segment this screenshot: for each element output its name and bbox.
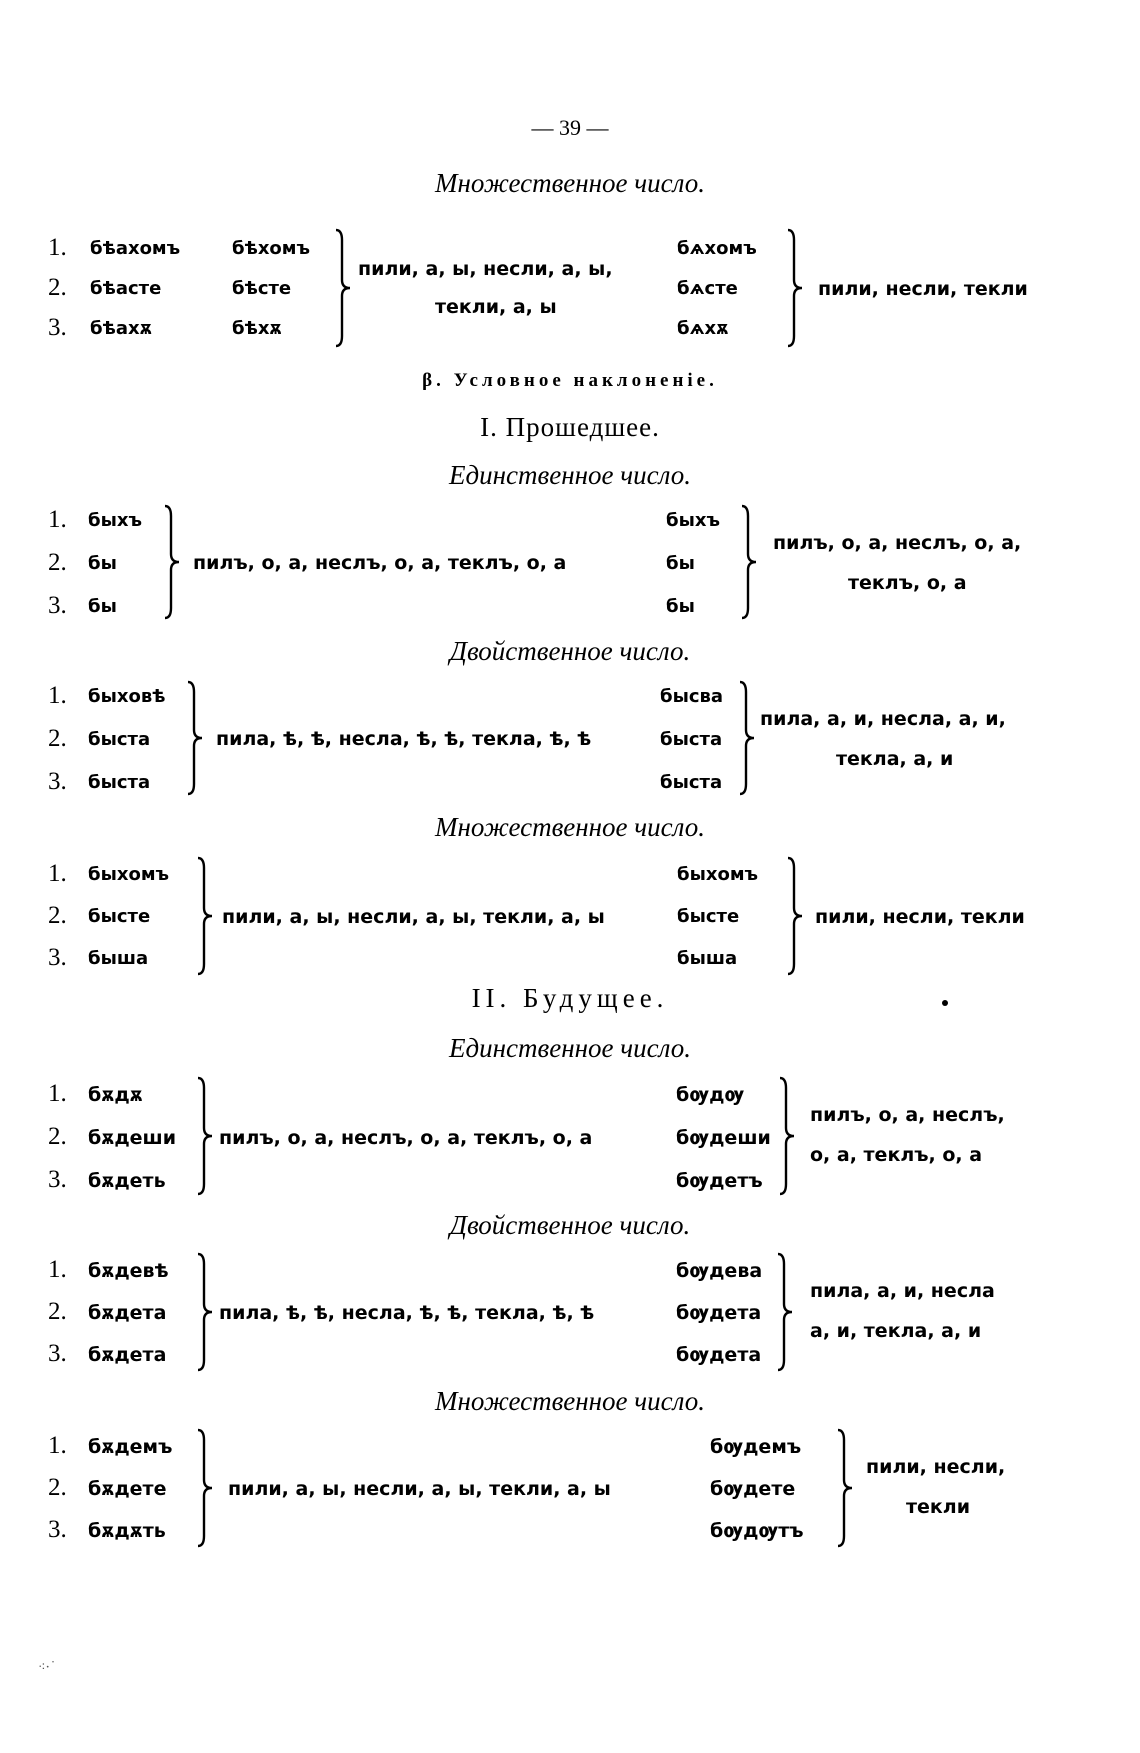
form-cell: бѹдемъ — [710, 1436, 802, 1458]
form-cell: бы — [666, 553, 695, 574]
right-brace — [196, 1428, 216, 1548]
form-cell: бы — [88, 596, 117, 617]
form-cell: быста — [88, 729, 151, 750]
scan-speck — [942, 1000, 948, 1006]
section-heading-plural: Множественное число. — [434, 812, 706, 842]
form-cell: бы — [88, 553, 117, 574]
form-cell: бѣхомъ — [232, 238, 311, 259]
form-cell: бѣасте — [90, 278, 162, 299]
right-brace — [738, 680, 758, 796]
result-forms: о, а, теклъ, о, а — [810, 1144, 983, 1166]
form-cell: быстe — [677, 906, 740, 927]
row-number: 1. — [48, 506, 67, 533]
participle-forms: пилъ, о, а, неслъ, о, а, теклъ, о, а — [193, 552, 567, 574]
form-cell: бѫдеть — [88, 1170, 166, 1192]
right-brace — [776, 1252, 796, 1372]
participle-forms: пила, ѣ, ѣ, несла, ѣ, ѣ, текла, ѣ, ѣ — [219, 1302, 595, 1324]
result-forms: пила, а, и, несла, а, и, — [760, 708, 1006, 730]
row-number: 3. — [48, 1166, 67, 1193]
result-forms: пила, а, и, несла — [810, 1280, 995, 1302]
form-cell: быхомъ — [88, 864, 170, 885]
form-cell: бѫдѫть — [88, 1520, 166, 1542]
scan-speck: ⁖·˙ — [38, 1660, 57, 1675]
participle-forms: текли, а, ы — [435, 296, 557, 318]
result-forms: пили, несли, текли — [815, 906, 1025, 928]
form-cell: быста — [88, 772, 151, 793]
form-cell: бѫдета — [88, 1344, 167, 1366]
row-number: 2. — [48, 1298, 67, 1325]
section-heading-dual: Двойственное число. — [449, 1210, 691, 1240]
row-number: 1. — [48, 1256, 67, 1283]
form-cell: бѧхомъ — [677, 238, 757, 259]
row-number: 1. — [48, 860, 67, 887]
right-brace — [196, 856, 216, 976]
form-cell: бѣсте — [232, 278, 292, 299]
right-brace — [196, 1252, 216, 1372]
form-cell: бѹдете — [710, 1478, 796, 1500]
tense-heading: I. Прошедшее. — [480, 412, 660, 442]
form-cell: бѣахомъ — [90, 238, 181, 259]
result-forms: теклъ, о, а — [848, 572, 967, 594]
result-forms: пили, несли, — [866, 1456, 1006, 1478]
form-cell: бѫдѫ — [88, 1084, 143, 1106]
form-cell: бѹдѹ — [676, 1084, 745, 1106]
right-brace — [778, 1076, 798, 1196]
right-brace — [786, 856, 806, 976]
participle-forms: пили, а, ы, несли, а, ы, текли, а, ы — [222, 906, 605, 928]
result-forms: а, и, текла, а, и — [810, 1320, 982, 1342]
form-cell: бѹдетъ — [676, 1170, 763, 1192]
form-cell: бысва — [660, 686, 724, 707]
participle-forms: пилъ, о, а, неслъ, о, а, теклъ, о, а — [219, 1127, 593, 1149]
row-number: 2. — [48, 274, 67, 301]
form-cell: бѧсте — [677, 278, 738, 299]
right-brace — [740, 504, 760, 620]
right-brace — [786, 228, 806, 348]
row-number: 3. — [48, 944, 67, 971]
form-cell: бѹдѹтъ — [710, 1520, 804, 1542]
form-cell: бѣахѫ — [90, 318, 152, 339]
result-forms: пилъ, о, а, неслъ, о, а, — [773, 532, 1022, 554]
mood-heading: β. Условное наклоненіе. — [422, 370, 718, 391]
form-cell: быста — [660, 729, 723, 750]
right-brace — [186, 680, 206, 796]
section-heading-singular: Единственное число. — [449, 460, 691, 490]
form-cell: бѣхѫ — [232, 318, 282, 339]
result-forms: пили, несли, текли — [818, 278, 1028, 300]
row-number: 3. — [48, 1340, 67, 1367]
form-cell: бѹдеши — [676, 1127, 771, 1149]
form-cell: быховѣ — [88, 686, 166, 707]
row-number: 1. — [48, 1080, 67, 1107]
row-number: 2. — [48, 549, 67, 576]
row-number: 1. — [48, 1432, 67, 1459]
row-number: 3. — [48, 768, 67, 795]
row-number: 3. — [48, 1516, 67, 1543]
row-number: 2. — [48, 1123, 67, 1150]
form-cell: бѫдевѣ — [88, 1260, 169, 1282]
section-heading-dual: Двойственное число. — [449, 636, 691, 666]
right-brace — [334, 228, 354, 348]
form-cell: бѫдета — [88, 1302, 167, 1324]
row-number: 2. — [48, 1474, 67, 1501]
form-cell: бѫдете — [88, 1478, 167, 1500]
result-forms: текла, а, и — [836, 748, 954, 770]
right-brace — [836, 1428, 856, 1548]
tense-heading: II. Будущее. — [471, 983, 669, 1013]
form-cell: бѫдеши — [88, 1127, 177, 1149]
row-number: 1. — [48, 234, 67, 261]
form-cell: быхъ — [666, 510, 720, 531]
form-cell: бѫдемъ — [88, 1436, 173, 1458]
participle-forms: пили, а, ы, несли, а, ы, — [358, 258, 613, 280]
form-cell: бы — [666, 596, 695, 617]
form-cell: быхомъ — [677, 864, 759, 885]
section-heading-plural: Множественное число. — [434, 168, 706, 198]
section-heading-plural: Множественное число. — [434, 1386, 706, 1416]
row-number: 2. — [48, 902, 67, 929]
form-cell: быстe — [88, 906, 151, 927]
form-cell: быста — [660, 772, 723, 793]
row-number: 3. — [48, 314, 67, 341]
row-number: 2. — [48, 725, 67, 752]
form-cell: быша — [88, 948, 149, 969]
form-cell: бѹдета — [676, 1302, 762, 1324]
participle-forms: пила, ѣ, ѣ, несла, ѣ, ѣ, текла, ѣ, ѣ — [216, 728, 592, 750]
row-number: 1. — [48, 682, 67, 709]
page-number: — 39 — — [531, 115, 609, 140]
form-cell: быша — [677, 948, 738, 969]
right-brace — [196, 1076, 216, 1196]
section-heading-singular: Единственное число. — [449, 1033, 691, 1063]
form-cell: бѹдева — [676, 1260, 763, 1282]
result-forms: пилъ, о, а, неслъ, — [810, 1104, 1005, 1126]
form-cell: бѹдета — [676, 1344, 762, 1366]
right-brace — [163, 504, 183, 620]
row-number: 3. — [48, 592, 67, 619]
form-cell: бѧхѫ — [677, 318, 729, 339]
participle-forms: пили, а, ы, несли, а, ы, текли, а, ы — [228, 1478, 611, 1500]
result-forms: текли — [906, 1496, 971, 1518]
form-cell: быхъ — [88, 510, 142, 531]
